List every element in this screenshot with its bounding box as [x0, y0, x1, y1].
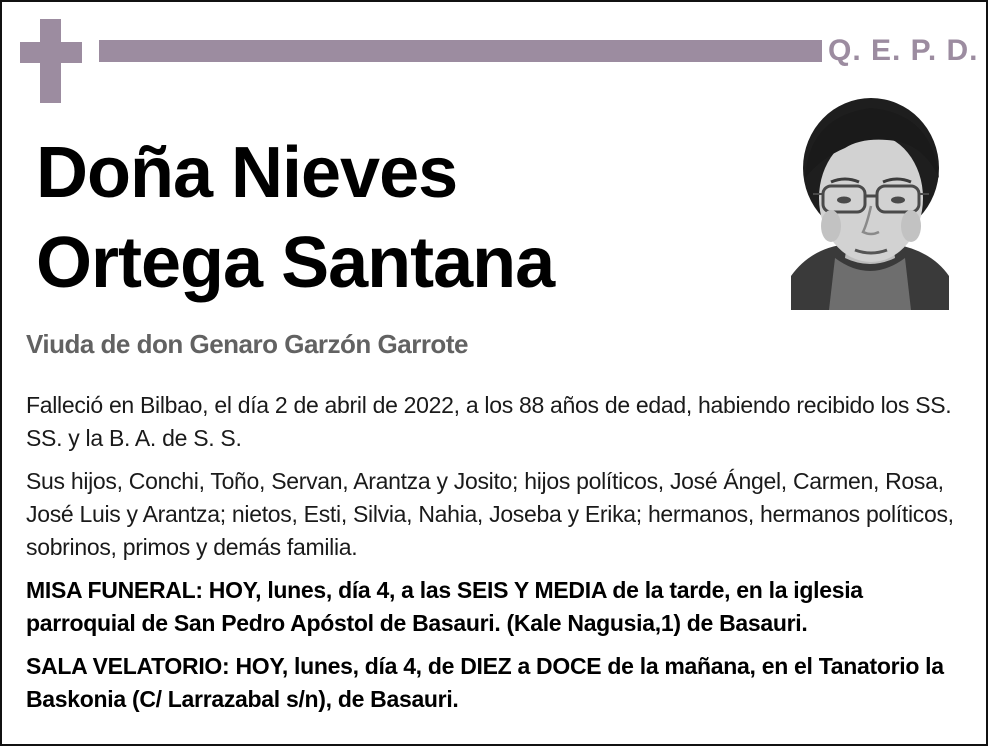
- name-line-2: Ortega Santana: [36, 223, 555, 303]
- funeral-mass-paragraph: MISA FUNERAL: HOY, lunes, día 4, a las SEIS Y MEDIA de la tarde, en la iglesia parroquial de San Pedro Apóstol de Basauri. (Kale Nagusia,1) de Basauri.: [26, 577, 863, 636]
- death-notice-paragraph: Falleció en Bilbao, el día 2 de abril de 2022, a los 88 años de edad, habiendo recibido los SS. SS. y la B. A. de S. S.: [26, 392, 952, 451]
- latin-cross-icon: [20, 19, 82, 103]
- wake-room-paragraph: SALA VELATORIO: HOY, lunes, día 4, de DIEZ a DOCE de la mañana, en el Tanatorio la Baskonia (C/ Larrazabal s/n), de Basauri.: [26, 653, 944, 712]
- deceased-name: [36, 128, 554, 308]
- obituary-body: [26, 389, 966, 726]
- family-paragraph: Sus hijos, Conchi, Toño, Servan, Arantza y Josito; hijos políticos, José Ángel, Carmen, Rosa, José Luis y Arantza; nietos, Esti, Silvia, Nahia, Joseba y Erika; hermanos, hermanos políticos, sobrinos, primos y demás familia.: [26, 468, 954, 560]
- widow-of-subtitle: Viuda de don Genaro Garzón Garrote: [26, 329, 468, 359]
- portrait-photo: [791, 98, 949, 310]
- header-rule: [99, 40, 822, 62]
- name-line-1: Doña Nieves: [36, 133, 458, 213]
- qepd-label: Q. E. P. D.: [828, 34, 979, 67]
